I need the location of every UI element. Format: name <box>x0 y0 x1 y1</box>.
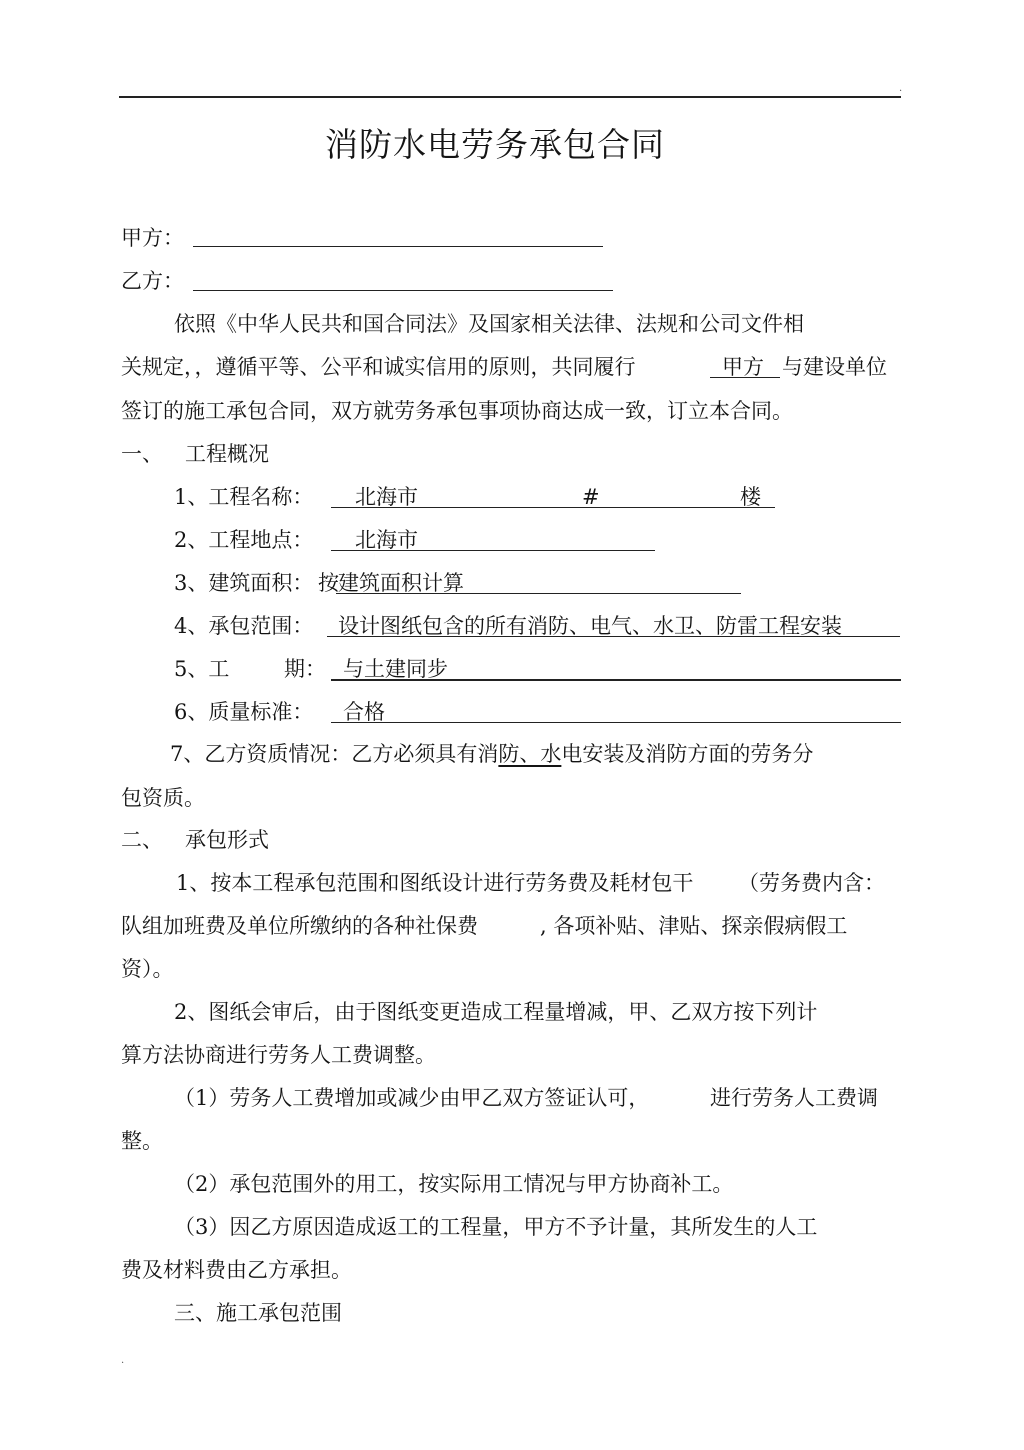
s2-sub-2: （2）承包范围外的用工，按实际用工情况与甲方协商补工。 <box>174 1172 734 1196</box>
item-1-value-city: 北海市 <box>355 485 418 509</box>
item-6-underline <box>331 722 901 723</box>
section-1-number: 一、 <box>121 442 163 466</box>
section-3-heading: 三、施工承包范围 <box>174 1301 342 1325</box>
party-b-label: 乙方： <box>121 269 184 293</box>
preamble-party-a-underline <box>710 377 780 378</box>
item-3-value-prefix: 按 <box>318 571 339 595</box>
item-6-value: 合格 <box>343 700 385 724</box>
item-7-text-underlined: 防、水 <box>498 742 562 766</box>
item-4-label: 4、承包范围： <box>174 614 314 638</box>
s2-p1-line-3: 资）。 <box>121 957 174 981</box>
s2-p2-line-2: 算方法协商进行劳务人工费调整。 <box>121 1043 436 1067</box>
party-b-blank-line <box>193 290 613 291</box>
s2-p1-line-2a: 队组加班费及单位所缴纳的各种社保费 <box>121 914 478 938</box>
item-5-underline <box>331 679 901 681</box>
item-7-text-a: 7、乙方资质情况：乙方必须具有消 <box>170 742 499 766</box>
item-5-value: 与土建同步 <box>343 657 448 681</box>
preamble-line-2a: 关规定，，遵循平等、公平和诚实信用的原则，共同履行 <box>121 355 636 379</box>
s2-p1-line-1a: 1、按本工程承包范围和图纸设计进行劳务费及耗材包干 <box>176 871 694 895</box>
item-1-value-building: 楼 <box>740 485 761 509</box>
item-3-label: 3、建筑面积： <box>174 571 314 595</box>
preamble-line-2c: 与建设单位 <box>782 355 887 379</box>
s2-p2-line-1: 2、图纸会审后，由于图纸变更造成工程量增减，甲、乙双方按下列计 <box>174 1000 818 1024</box>
s2-p1-line-2b: , 各项补贴、津贴、探亲假病假工 <box>540 914 848 938</box>
section-2-number: 二、 <box>121 828 163 852</box>
preamble-line-3: 签订的施工承包合同，双方就劳务承包事项协商达成一致，订立本合同。 <box>121 399 793 423</box>
preamble-line-1: 依照《中华人民共和国合同法》及国家相关法律、法规和公司文件相 <box>174 312 804 336</box>
item-7-text-c: 电安装及消防方面的劳务分 <box>561 742 814 766</box>
s2-p1-line-1b: （劳务费内含： <box>738 871 885 895</box>
item-3-value: 建筑面积计算 <box>338 571 464 595</box>
preamble-party-a-fill: 甲方 <box>722 355 764 379</box>
header-rule <box>119 96 901 98</box>
document-title: 消防水电劳务承包合同 <box>325 125 665 164</box>
s2-sub-3-line-1: （3）因乙方原因造成返工的工程量，甲方不予计量，其所发生的人工 <box>174 1215 818 1239</box>
item-7-line-2: 包资质。 <box>121 786 205 810</box>
item-3-underline <box>336 593 741 594</box>
item-4-value: 设计图纸包含的所有消防、电气、水卫、防雷工程安装 <box>338 614 842 638</box>
header-corner-mark: . <box>899 83 903 94</box>
s2-sub-1a: （1）劳务人工费增加或减少由甲乙双方签证认可， <box>174 1086 650 1110</box>
party-a-blank-line <box>193 246 603 247</box>
item-5-label-b: 期： <box>284 657 326 681</box>
section-2-heading: 承包形式 <box>185 828 269 852</box>
section-1-heading: 工程概况 <box>185 442 269 466</box>
item-5-label-a: 5、工 <box>174 657 230 681</box>
item-7-line-1 <box>170 740 813 768</box>
item-1-value-number: # <box>582 485 600 509</box>
item-4-underline <box>327 636 900 637</box>
footer-corner-mark: . <box>121 1355 125 1366</box>
item-6-label: 6、质量标准： <box>174 700 314 724</box>
party-a-label: 甲方： <box>121 226 184 250</box>
item-2-value: 北海市 <box>355 528 418 552</box>
item-2-label: 2、工程地点： <box>174 528 314 552</box>
s2-sub-1b: 进行劳务人工费调 <box>710 1086 878 1110</box>
item-1-underline <box>331 507 775 508</box>
s2-sub-3-line-2: 费及材料费由乙方承担。 <box>121 1258 352 1282</box>
s2-sub-1-line-2: 整。 <box>121 1129 163 1153</box>
item-1-label: 1、工程名称： <box>174 485 314 509</box>
item-2-underline <box>331 550 655 551</box>
